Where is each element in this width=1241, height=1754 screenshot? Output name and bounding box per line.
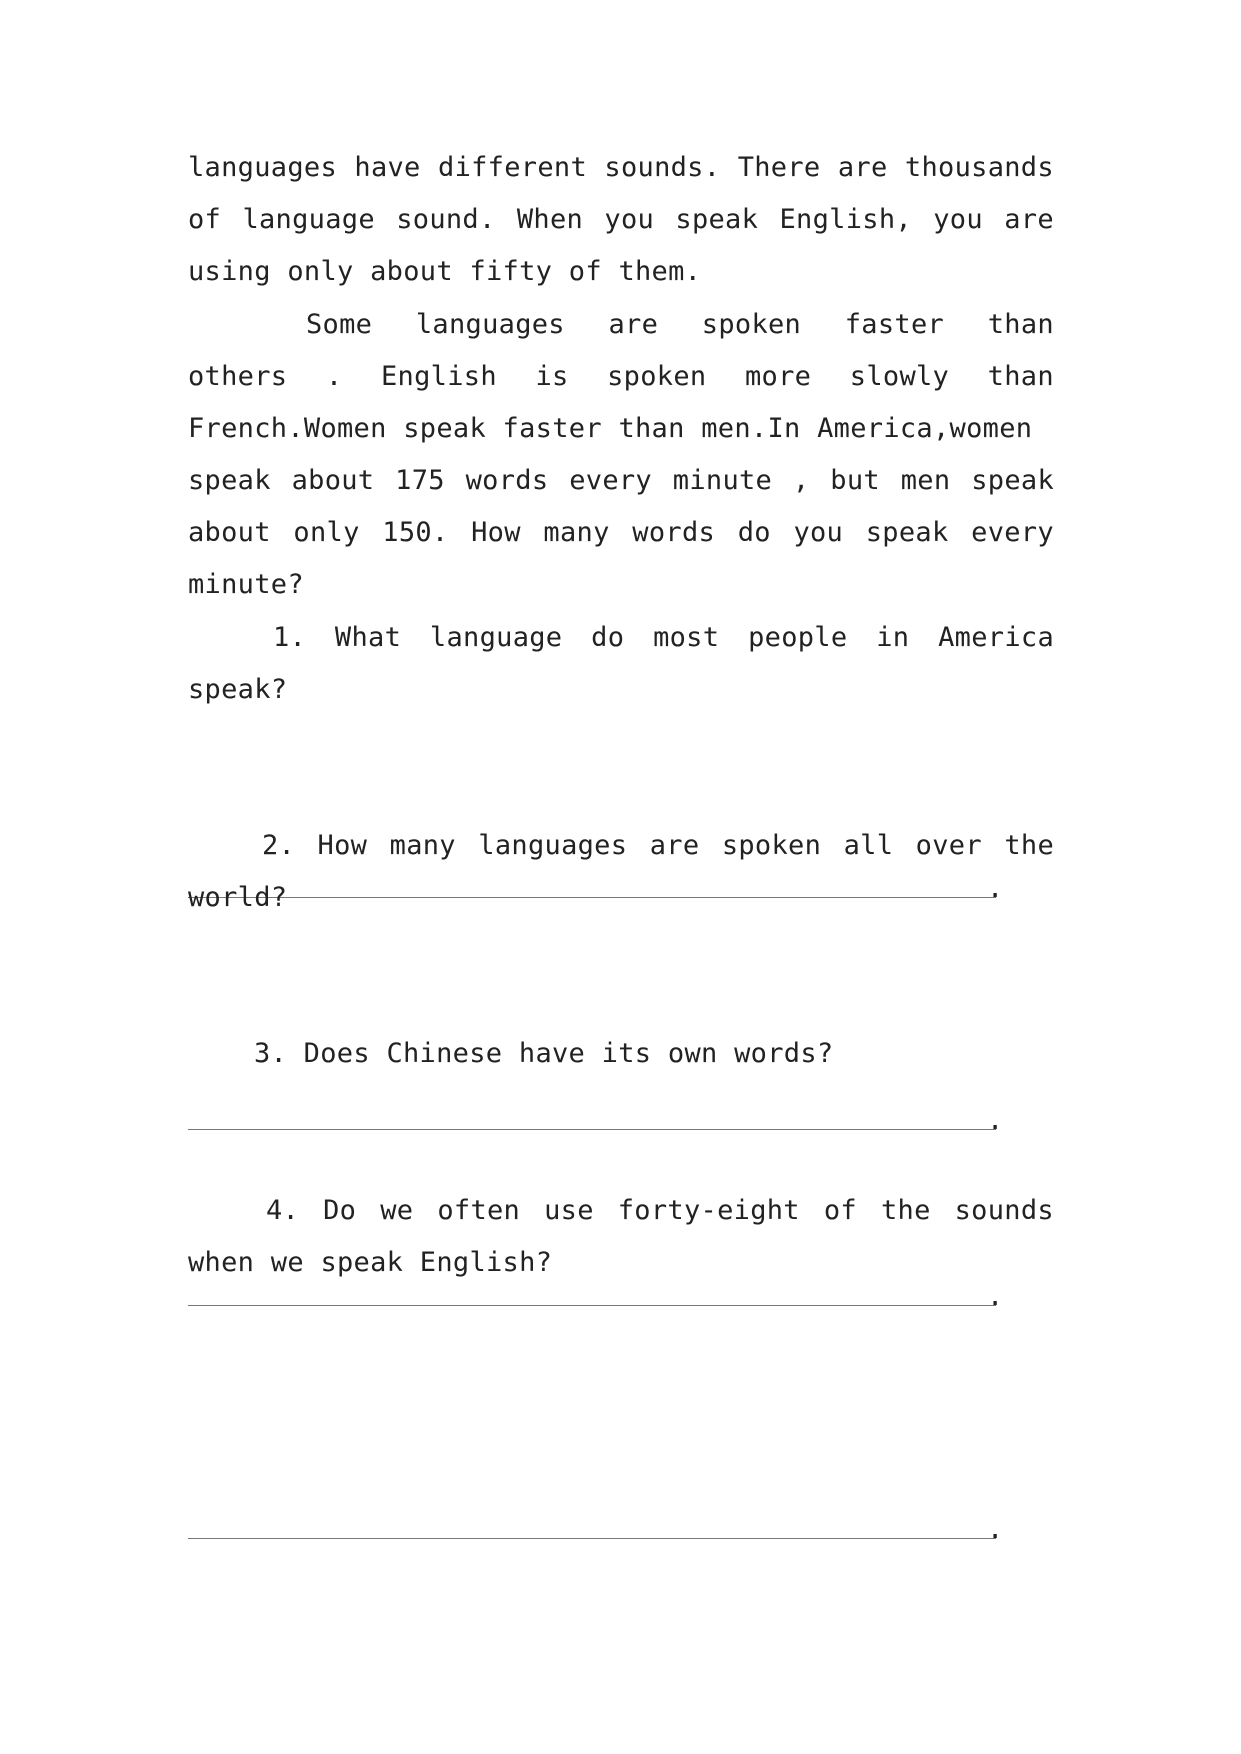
word: Some [306,309,373,340]
passage-line [306,305,1054,345]
word: we [380,1195,414,1226]
answer-blank-3[interactable] [188,1305,996,1306]
word: faster [844,309,945,340]
word: use [544,1195,594,1226]
passage-line: minute? [188,569,304,600]
word: There [737,152,821,183]
word: 4. [266,1195,300,1226]
passage-line [188,461,1054,501]
word: do [591,622,625,653]
passage-line: using only about fifty of them. [188,256,702,287]
word: words [632,517,716,548]
word: others [188,361,288,392]
word: are [837,152,888,183]
word: How [317,830,368,861]
word: speak [675,204,759,235]
word: about [291,465,375,496]
word: many [389,830,456,861]
word: of [823,1195,857,1226]
word: every [569,465,652,496]
word: What [334,622,402,653]
word: different [438,152,588,183]
word: . [325,361,343,392]
word: languages [415,309,565,340]
word: languages [188,152,337,183]
word: about [188,517,271,548]
word: sounds [954,1195,1054,1226]
question-2 [262,826,1054,866]
word: speak [971,465,1054,496]
question-4 [266,1191,1054,1231]
word: 2. [262,830,296,861]
word: often [437,1195,521,1226]
word: , [792,465,810,496]
word: language [429,622,563,653]
answer-end-mark: . [987,1105,1004,1136]
passage-line: French.Women speak faster than men.In America,women [188,413,1033,444]
word: language [242,204,375,235]
word: minute [672,465,773,496]
word: sounds. [604,152,721,183]
word: but [830,465,880,496]
word: all [843,830,894,861]
word: in [876,622,910,653]
word: you [933,204,983,235]
word: men [900,465,951,496]
word: slowly [849,361,950,392]
word: forty-eight [617,1195,800,1226]
answer-blank-4[interactable] [188,1538,996,1539]
word: you [604,204,655,235]
answer-blank-2[interactable] [188,1129,996,1130]
question-2-continued: world? [188,882,288,913]
word: are [649,830,700,861]
word: many [543,517,610,548]
word: 150. [382,517,449,548]
word: people [748,622,848,653]
word: have [354,152,421,183]
word: When [516,204,584,235]
question-1-continued: speak? [188,674,288,705]
word: words [465,465,549,496]
word: thousands [904,152,1054,183]
word: sound. [396,204,496,235]
passage-line [188,357,1054,397]
word: are [1004,204,1054,235]
word: only [293,517,360,548]
word: than [987,361,1054,392]
word: 175 [395,465,445,496]
word: you [793,517,844,548]
answer-end-mark: . [987,1514,1004,1545]
word: speak [188,465,271,496]
word: English, [779,204,912,235]
word: every [971,517,1054,548]
word: speak [865,517,949,548]
word: do [737,517,771,548]
word: spoken [607,361,707,392]
passage-line [188,200,1054,240]
answer-end-mark: . [987,873,1004,904]
word: spoken [701,309,802,340]
question-3: 3. Does Chinese have its own words? [254,1038,834,1069]
word: How [471,517,521,548]
passage-line [188,513,1054,553]
word: America [938,622,1054,653]
question-1 [273,618,1054,658]
word: than [987,309,1054,340]
word: 1. [273,622,307,653]
word: more [745,361,812,392]
word: the [1004,830,1054,861]
passage-line [188,148,1054,188]
word: most [653,622,720,653]
word: the [880,1195,931,1226]
word: of [188,204,222,235]
word: is [535,361,569,392]
word: over [915,830,982,861]
word: English [381,361,497,392]
word: are [608,309,659,340]
answer-end-mark: . [987,1281,1004,1312]
word: spoken [721,830,822,861]
word: Do [323,1195,357,1226]
word: languages [478,830,628,861]
question-4-continued: when we speak English? [188,1247,553,1278]
